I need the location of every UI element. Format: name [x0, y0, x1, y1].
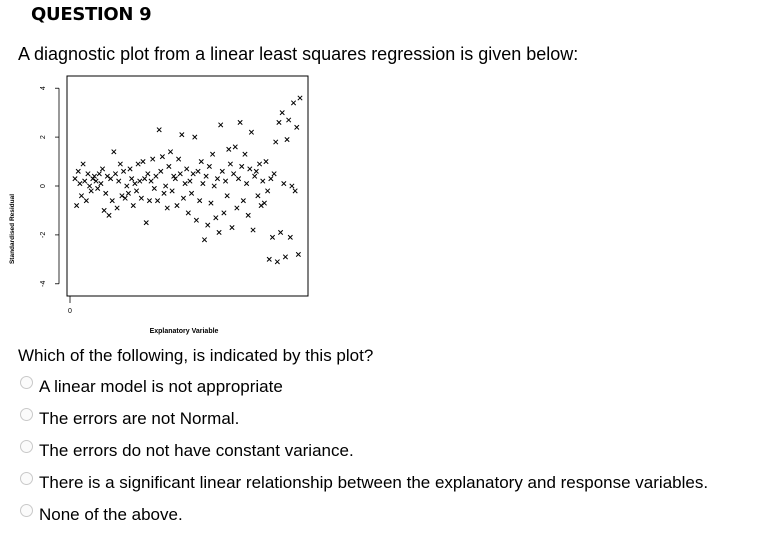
plot-frame: [67, 76, 308, 296]
data-point: [74, 203, 78, 207]
data-point: [291, 101, 295, 105]
data-point: [206, 223, 210, 227]
data-point: [214, 216, 218, 220]
data-point: [235, 206, 239, 210]
data-point: [128, 167, 132, 171]
y-tick-label: 2: [40, 135, 47, 140]
data-point: [277, 120, 281, 124]
data-point: [188, 179, 192, 183]
data-point: [184, 167, 188, 171]
radio-button[interactable]: [20, 472, 33, 485]
data-point: [201, 181, 205, 185]
data-point: [176, 157, 180, 161]
data-point: [241, 198, 245, 202]
data-point: [97, 172, 101, 176]
data-point: [149, 179, 153, 183]
data-point: [157, 128, 161, 132]
data-point: [196, 169, 200, 173]
question-title: QUESTION 9: [31, 4, 152, 25]
data-point: [225, 194, 229, 198]
data-point: [120, 194, 124, 198]
y-axis: [40, 86, 59, 287]
data-point: [131, 203, 135, 207]
option-none[interactable]: [20, 504, 183, 526]
data-point: [227, 147, 231, 151]
data-point: [146, 172, 150, 176]
data-point: [197, 198, 201, 202]
data-point: [286, 118, 290, 122]
data-point: [121, 169, 125, 173]
data-point: [118, 162, 122, 166]
data-point: [170, 189, 174, 193]
data-point: [233, 145, 237, 149]
data-point: [79, 194, 83, 198]
data-point: [270, 235, 274, 239]
data-point: [150, 157, 154, 161]
data-point: [220, 169, 224, 173]
radio-button[interactable]: [20, 504, 33, 517]
data-point: [159, 169, 163, 173]
data-point: [240, 164, 244, 168]
data-point: [102, 208, 106, 212]
data-point: [78, 181, 82, 185]
option-nonconstant-variance[interactable]: [20, 440, 354, 462]
radio-button[interactable]: [20, 376, 33, 389]
data-point: [215, 176, 219, 180]
data-point: [231, 172, 235, 176]
data-point: [178, 172, 182, 176]
data-point: [298, 96, 302, 100]
data-point: [209, 201, 213, 205]
y-tick-label: -4: [40, 280, 47, 287]
data-point: [76, 169, 80, 173]
y-tick-label: 0: [40, 184, 47, 188]
y-tick-label: -2: [40, 231, 47, 239]
data-point: [285, 137, 289, 141]
residual-plot: [0, 72, 340, 340]
data-point: [252, 174, 256, 178]
data-point: [89, 189, 93, 193]
data-point: [94, 179, 98, 183]
data-point: [193, 135, 197, 139]
data-point: [288, 235, 292, 239]
data-point: [180, 132, 184, 136]
data-point: [212, 184, 216, 188]
data-point: [217, 230, 221, 234]
data-point: [134, 189, 138, 193]
x-axis: [68, 296, 72, 315]
data-point: [92, 174, 96, 178]
data-point: [210, 152, 214, 156]
data-point: [108, 176, 112, 180]
data-point: [138, 179, 142, 183]
option-errors-not-normal[interactable]: [20, 408, 239, 430]
data-point: [105, 174, 109, 178]
data-point: [275, 260, 279, 264]
x-tick-label: 0: [68, 308, 72, 315]
data-point: [100, 167, 104, 171]
data-point: [136, 162, 140, 166]
data-point: [189, 191, 193, 195]
data-point: [267, 257, 271, 261]
data-point: [113, 172, 117, 176]
data-point: [91, 176, 95, 180]
data-point: [95, 186, 99, 190]
data-point: [86, 172, 90, 176]
data-point: [162, 191, 166, 195]
option-label: The errors are not Normal.: [39, 409, 240, 428]
data-point: [262, 201, 266, 205]
data-point: [259, 203, 263, 207]
scatter-points: [73, 96, 302, 264]
data-point: [144, 220, 148, 224]
data-point: [257, 162, 261, 166]
data-point: [107, 213, 111, 217]
data-point: [99, 181, 103, 185]
data-point: [175, 203, 179, 207]
data-point: [115, 206, 119, 210]
y-axis-label: Standardised Residual: [9, 193, 16, 265]
data-point: [173, 176, 177, 180]
data-point: [84, 198, 88, 202]
data-point: [139, 196, 143, 200]
data-point: [112, 150, 116, 154]
data-point: [228, 162, 232, 166]
data-point: [186, 211, 190, 215]
data-point: [278, 230, 282, 234]
x-axis-label: Explanatory Variable: [149, 328, 219, 335]
y-tick-label: 4: [40, 86, 47, 91]
data-point: [264, 159, 268, 163]
question-prompt: Which of the following, is indicated by this plot?: [18, 346, 374, 365]
data-point: [142, 176, 146, 180]
data-point: [133, 181, 137, 185]
question-text: A diagnostic plot from a linear least squares regression is given below:: [18, 44, 579, 64]
data-point: [236, 176, 240, 180]
data-point: [248, 167, 252, 171]
data-point: [147, 198, 151, 202]
data-point: [191, 172, 195, 176]
option-label: None of the above.: [39, 505, 183, 524]
data-point: [249, 130, 253, 134]
option-label: There is a significant linear relationship between the explanatory and response variables.: [39, 473, 709, 492]
data-point: [183, 181, 187, 185]
data-point: [117, 179, 121, 183]
data-point: [165, 206, 169, 210]
data-point: [223, 179, 227, 183]
option-label: The errors do not have constant variance.: [39, 441, 354, 460]
data-point: [73, 176, 77, 180]
data-point: [123, 196, 127, 200]
data-point: [110, 198, 114, 202]
data-point: [274, 140, 278, 144]
data-point: [265, 189, 269, 193]
data-point: [204, 174, 208, 178]
data-point: [218, 123, 222, 127]
data-point: [283, 255, 287, 259]
data-point: [125, 184, 129, 188]
option-label: A linear model is not appropriate: [39, 377, 283, 396]
data-point: [160, 154, 164, 158]
data-point: [87, 184, 91, 188]
data-point: [155, 198, 159, 202]
data-point: [295, 125, 299, 129]
data-point: [244, 181, 248, 185]
data-point: [81, 162, 85, 166]
data-point: [154, 174, 158, 178]
radio-button[interactable]: [20, 408, 33, 421]
data-point: [272, 172, 276, 176]
data-point: [222, 211, 226, 215]
data-point: [207, 164, 211, 168]
data-point: [282, 181, 286, 185]
data-point: [290, 184, 294, 188]
data-point: [163, 184, 167, 188]
radio-button[interactable]: [20, 440, 33, 453]
data-point: [238, 120, 242, 124]
data-point: [296, 252, 300, 256]
data-point: [168, 150, 172, 154]
data-point: [280, 110, 284, 114]
option-significant-relationship[interactable]: [20, 472, 708, 494]
data-point: [230, 225, 234, 229]
data-point: [254, 169, 258, 173]
data-point: [246, 213, 250, 217]
data-point: [261, 179, 265, 183]
option-not-appropriate[interactable]: [20, 376, 283, 398]
data-point: [104, 191, 108, 195]
data-point: [126, 191, 130, 195]
data-point: [202, 238, 206, 242]
data-point: [293, 189, 297, 193]
data-point: [269, 176, 273, 180]
data-point: [141, 159, 145, 163]
data-point: [129, 176, 133, 180]
data-point: [172, 174, 176, 178]
data-point: [243, 152, 247, 156]
data-point: [181, 196, 185, 200]
data-point: [83, 179, 87, 183]
data-point: [199, 159, 203, 163]
data-point: [152, 186, 156, 190]
data-point: [194, 218, 198, 222]
data-point: [256, 194, 260, 198]
data-point: [251, 228, 255, 232]
data-point: [167, 164, 171, 168]
